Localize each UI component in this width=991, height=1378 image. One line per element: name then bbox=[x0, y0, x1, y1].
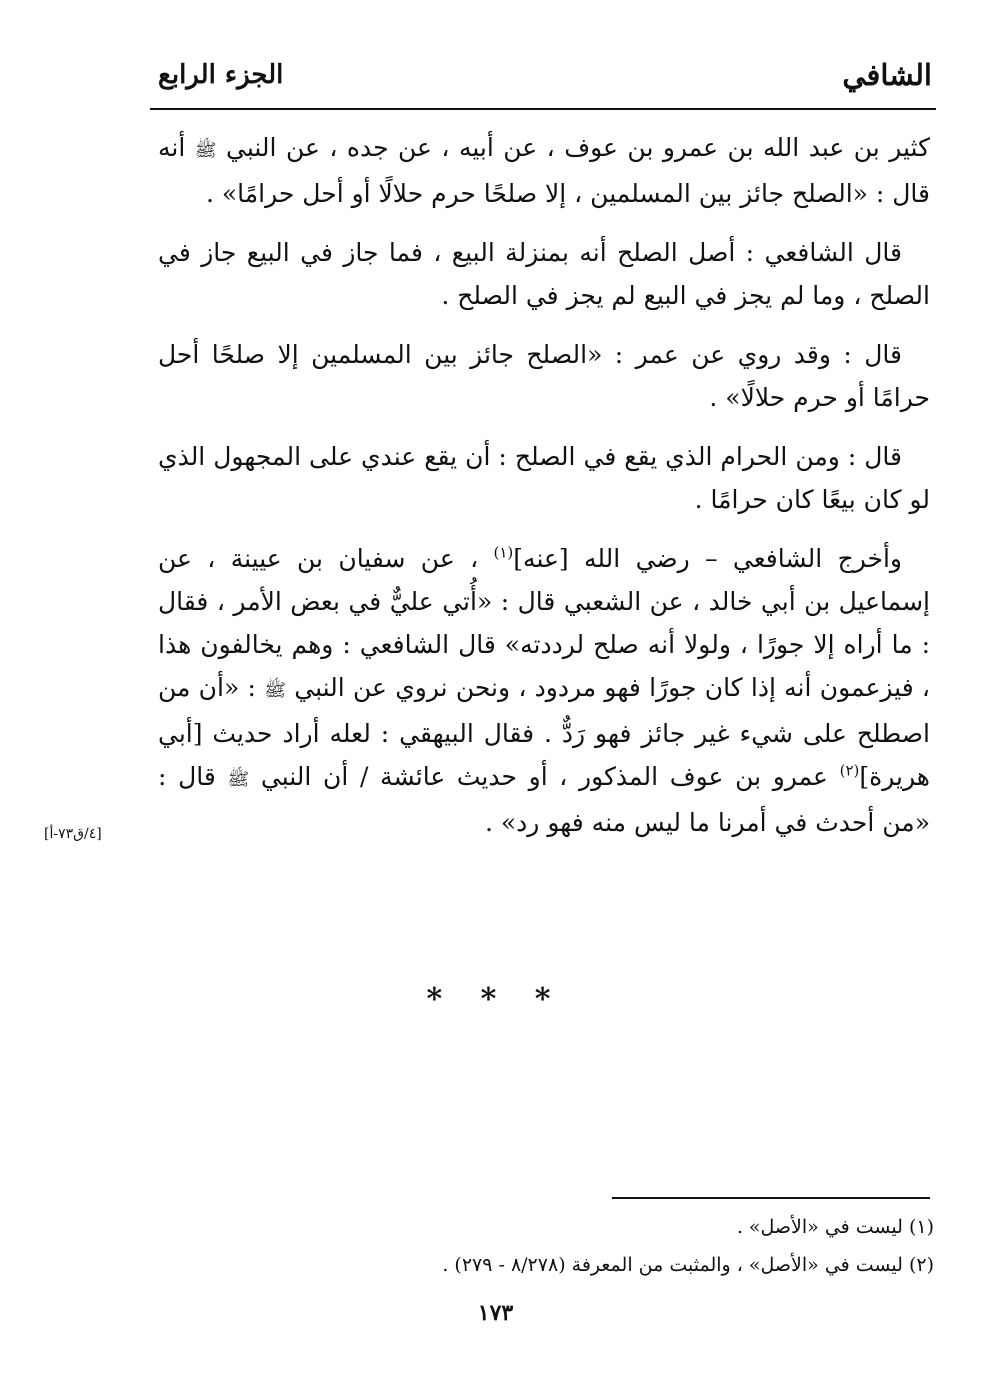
footnote-marker-2: (٢) bbox=[839, 761, 860, 780]
footnotes bbox=[300, 1208, 934, 1284]
text-run: ، عن سفيان بن عيينة ، عن إسماعيل بن أبي خالد ، عن الشعبي قال : «أُتي عليٌّ في بعض الأمر ، فقال : ما أراه إلا جورًا ، ولولا أنه صلح لرددته» قال الشافعي : وهم يخالفون هذا ، فيزعمون أنه إذا كان جورًا فهو مردود ، ونحن نروي عن النبي bbox=[158, 544, 930, 702]
honorific-symbol: ﷺ bbox=[264, 680, 286, 701]
running-header bbox=[150, 56, 936, 110]
manuscript-folio-reference: [٤/ق٧٣-أ] bbox=[44, 826, 102, 842]
text-run: كثير بن عبد الله بن عمرو بن عوف ، عن أبيه ، عن جده ، عن النبي bbox=[216, 133, 930, 162]
section-separator: * * * bbox=[426, 982, 565, 1017]
volume-title: الجزء الرابع bbox=[158, 60, 284, 90]
text-run: : «أن من اصطلح على شيء غير جائز فهو رَدٌّ . فقال البيهقي : لعله أراد حديث [أبي هريرة] bbox=[158, 673, 930, 791]
footnote-divider bbox=[612, 1197, 930, 1199]
paragraph-4: قال : ومن الحرام الذي يقع في الصلح : أن يقع عندي على المجهول الذي لو كان بيعًا كان حرامًا . bbox=[158, 442, 930, 514]
paragraph-5 bbox=[158, 537, 930, 844]
book-title: الشافي bbox=[842, 58, 932, 92]
page-number: ١٧٣ bbox=[477, 1300, 514, 1326]
paragraph-3: قال : وقد روي عن عمر : «الصلح جائز بين المسلمين إلا صلحًا أحل حرامًا أو حرم حلالًا» . bbox=[158, 340, 930, 412]
text-run: أنه قال : «الصلح جائز بين المسلمين ، إلا صلحًا حرم حلالًا أو أحل حرامًا» . bbox=[158, 133, 930, 208]
text-run: قال : «من أحدث في أمرنا ما ليس منه فهو رد» . bbox=[158, 762, 930, 837]
honorific-symbol: ﷺ bbox=[194, 140, 217, 161]
text-run: وأخرج الشافعي – رضي الله [عنه] bbox=[513, 544, 902, 573]
footnote-2: (٢) ليست في «الأصل» ، والمثبت من المعرفة (٨/٢٧٨ - ٢٧٩) . bbox=[442, 1254, 934, 1276]
paragraph-2: قال الشافعي : أصل الصلح أنه بمنزلة البيع ، فما جاز في البيع جاز في الصلح ، وما لم يجز في البيع لم يجز في الصلح . bbox=[158, 238, 930, 310]
footnote-1: (١) ليست في «الأصل» . bbox=[736, 1216, 934, 1238]
footnote-marker-1: (١) bbox=[493, 543, 514, 562]
text-run: عمرو بن عوف المذكور ، أو حديث عائشة / أن النبي bbox=[249, 762, 840, 791]
honorific-symbol: ﷺ bbox=[227, 769, 250, 790]
main-text bbox=[158, 126, 930, 860]
paragraph-1 bbox=[158, 126, 930, 215]
